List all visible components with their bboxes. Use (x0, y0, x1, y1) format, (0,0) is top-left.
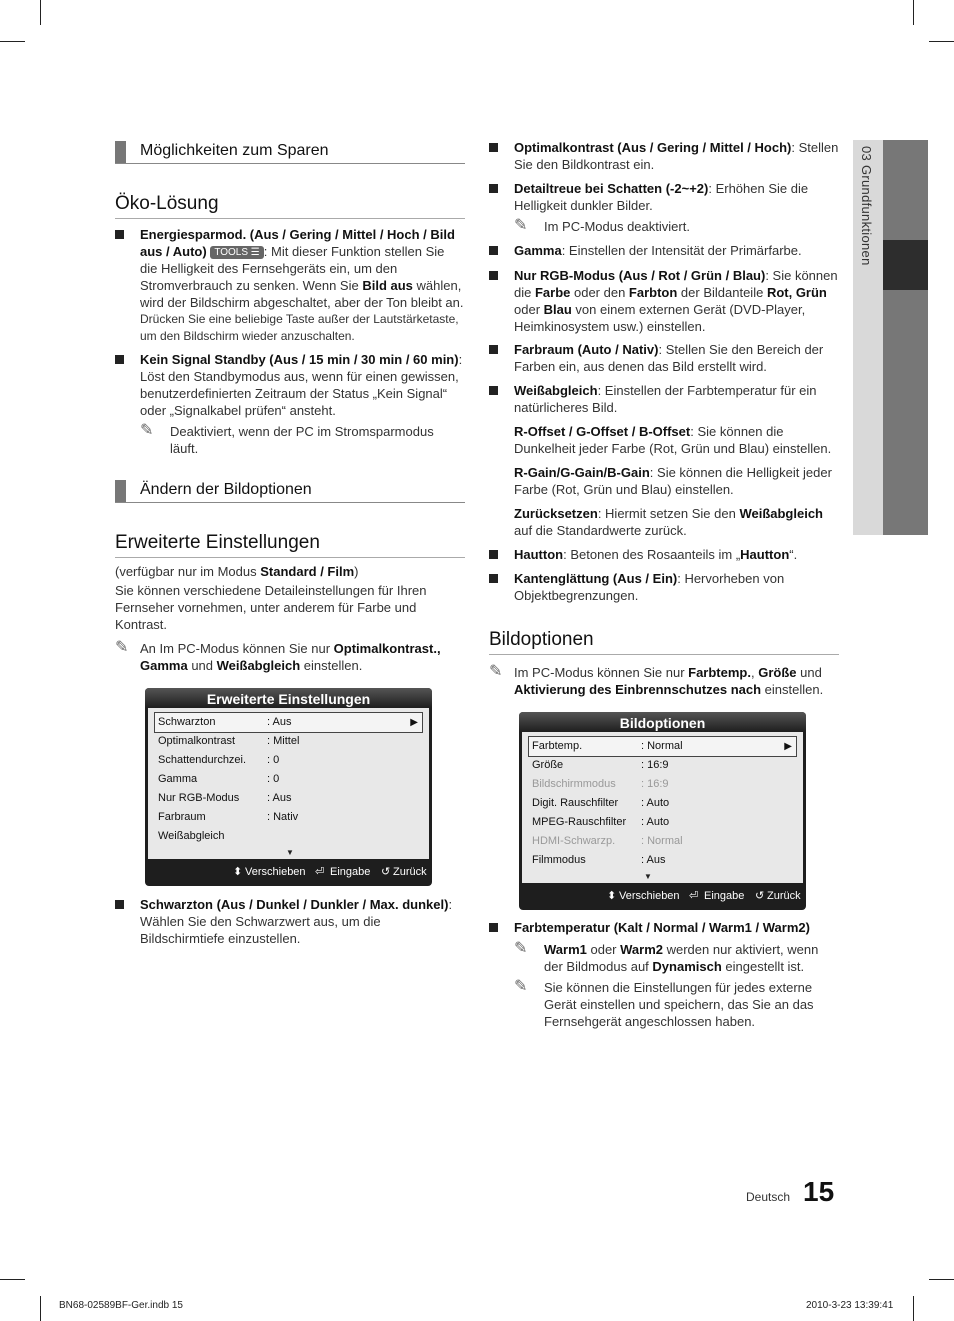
note-text: Deaktiviert, wenn der PC im Stromsparmodus läuft. (170, 424, 434, 456)
scroll-down-icon[interactable]: ▼ (644, 872, 652, 881)
osd-panel (522, 732, 803, 883)
item-text: wählen, wird der Bildschirm abgeschaltet, aber der Ton bleibt an. (140, 278, 464, 310)
osd-footer (519, 883, 806, 910)
move-icon: ⬍ (233, 866, 243, 878)
item-text: : Mit dieser Funktion stellen Sie die Helligkeit des Fernsehgeräts ein, um den Stromverbrauch zu senken. Wenn Sie (140, 244, 445, 293)
menu-row-disabled: Bildschirmmodus : 16:9 (532, 778, 669, 790)
crop-mark (0, 41, 25, 42)
return-icon: ↺ (381, 866, 391, 878)
pencil-icon: ✎ (514, 978, 528, 995)
bullet-square (489, 143, 498, 152)
heading-picture-options: Bildoptionen (489, 628, 839, 655)
scroll-down-icon[interactable]: ▼ (286, 848, 294, 857)
move-icon: ⬍ (607, 890, 617, 902)
menu-row[interactable]: MPEG-Rauschfilter : Auto (532, 816, 670, 828)
item-color-temp: Farbtemperatur (Kalt / Normal / Warm1 / Warm2) (489, 919, 839, 936)
nav-enter-label: Eingabe (330, 866, 371, 878)
bullet-square (489, 574, 498, 583)
crop-mark (40, 1296, 41, 1321)
crop-mark (913, 1296, 914, 1321)
note-external-device: ✎ Sie können die Einstellungen für jedes externe Gerät einstellen und speichern, das Sie an das Fernsehgerät angeschlossen haben. (514, 978, 814, 1029)
item-offset: R-Offset / G-Offset / B-Offset: Sie können die Dunkelheit jeder Farbe (Rot, Grün und Blau) einstellen. (514, 424, 832, 456)
item-rgb-mode: Nur RGB-Modus (Aus / Rot / Grün / Blau): Sie können die Farbe oder den Farbton der Bildanteile Rot, Grün oder Blau von einem externen Gerät (DVD-Player, Heimkinosystem usw.) einstellen. (489, 267, 839, 335)
page-number: 15 (803, 1176, 835, 1207)
bullet-square (489, 345, 498, 354)
arrow-right-icon: ▶ (410, 717, 418, 728)
osd-title: Erweiterte Einstellungen (145, 688, 432, 708)
menu-row[interactable]: Digit. Rauschfilter : Auto (532, 797, 670, 809)
pencil-icon: ✎ (140, 422, 154, 439)
item-black-tone: Schwarzton (Aus / Dunkel / Dunkler / Max. dunkel): Wählen Sie den Schwarzwert aus, um die Bildschirmtiefe einzustellen. (115, 896, 465, 947)
bullet-square (115, 900, 124, 909)
footer-language: Deutsch (746, 1190, 791, 1204)
osd-title: Bildoptionen (519, 712, 806, 732)
osd-picture-options (519, 712, 806, 910)
pencil-icon: ✎ (514, 940, 528, 957)
pencil-icon: ✎ (115, 639, 129, 656)
note-pc-mode: ✎ An Im PC-Modus können Sie nur Optimalkontrast., Gamma und Weißabgleich einstellen. (115, 639, 441, 673)
enter-icon: ⏎ (689, 890, 699, 902)
subsection-bar (115, 480, 126, 502)
note-picture-pc: ✎ Im PC-Modus können Sie nur Farbtemp., Größe und Aktivierung des Einbrennschutzes nach einstellen. (489, 663, 824, 697)
return-icon: ↺ (755, 890, 765, 902)
item-color-space: Farbraum (Auto / Nativ): Stellen Sie den Bereich der Farben ein, aus denen das Bild erstellt wird. (489, 341, 839, 375)
item-shadow-detail: Detailtreue bei Schatten (-2~+2): Erhöhen Sie die Helligkeit dunkler Bilder. (489, 180, 839, 214)
menu-row[interactable]: Optimalkontrast : Mittel (158, 735, 300, 747)
crop-mark (0, 1279, 25, 1280)
bullet-square (489, 246, 498, 255)
osd-footer (145, 859, 432, 886)
heading-advanced: Erweiterte Einstellungen (115, 531, 465, 558)
item-gain: R-Gain/G-Gain/B-Gain: Sie können die Helligkeit jeder Farbe (Rot, Grün und Blau) einstellen. (514, 465, 832, 497)
osd-advanced-settings (145, 688, 432, 886)
osd-panel (148, 708, 429, 859)
subsection-title: Möglichkeiten zum Sparen (140, 142, 329, 159)
bullet-square (489, 550, 498, 559)
bullet-square (489, 386, 498, 395)
item-gamma: Gamma: Einstellen der Intensität der Primärfarbe. (489, 242, 839, 259)
subsection-title: Ändern der Bildoptionen (140, 481, 312, 498)
chapter-tab-dark (883, 140, 928, 535)
chapter-tab (853, 140, 928, 535)
note-warm: ✎ Warm1 oder Warm2 werden nur aktiviert, wenn der Bildmodus auf Dynamisch eingestellt ist. (514, 940, 819, 974)
nav-back-label: Zurück (393, 866, 427, 878)
crop-mark (40, 0, 41, 25)
nav-move-label: Verschieben (619, 890, 680, 902)
date-meta: 2010-3-23 13:39:41 (806, 1300, 894, 1311)
crop-mark (929, 1279, 954, 1280)
menu-row[interactable]: Schattendurchzei. : 0 (158, 754, 280, 766)
bullet-square (115, 355, 124, 364)
menu-row[interactable]: Filmmodus : Aus (532, 854, 666, 866)
bullet-square (489, 184, 498, 193)
nav-back-label: Zurück (767, 890, 801, 902)
tools-badge: TOOLS ☰ (210, 246, 263, 259)
item-small-text: Drücken Sie eine beliebige Taste außer der Lautstärketaste, um den Bildschirm wieder anzuschalten. (140, 312, 459, 343)
item-energy-saving (115, 226, 465, 345)
chapter-tab-marker (883, 240, 928, 290)
bullet-square (115, 230, 124, 239)
intro-text: Sie können verschiedene Detaileinstellungen für Ihren Fernseher vornehmen, unter anderem für Farbe und Kontrast. (115, 583, 427, 632)
chapter-label: 03 Grundfunktionen (859, 146, 874, 266)
note-pc-disabled: ✎ Im PC-Modus deaktiviert. (514, 217, 690, 234)
arrow-right-icon: ▶ (784, 741, 792, 752)
subsection-bar (115, 141, 126, 163)
menu-row[interactable]: Farbtemp. : Normal ▶ (528, 736, 797, 757)
pencil-icon: ✎ (489, 663, 503, 680)
availability-text: (verfügbar nur im Modus Standard / Film) (115, 564, 359, 579)
item-reset: Zurücksetzen: Hiermit setzen Sie den Weißabgleich auf die Standardwerte zurück. (514, 506, 823, 538)
subsection-saving (115, 141, 465, 164)
item-title: Energiesparmod. (Aus / Gering / Mittel / Hoch / Bild aus / Auto) (140, 227, 455, 259)
file-meta: BN68-02589BF-Ger.indb 15 (59, 1300, 183, 1311)
nav-move-label: Verschieben (245, 866, 306, 878)
menu-row-disabled: HDMI-Schwarzp. : Normal (532, 835, 683, 847)
menu-row[interactable]: Größe : 16:9 (532, 759, 669, 771)
menu-row[interactable]: Nur RGB-Modus : Aus (158, 792, 292, 804)
heading-eco: Öko-Lösung (115, 192, 465, 219)
crop-mark (929, 41, 954, 42)
menu-row[interactable]: Schwarzton : Aus ▶ (154, 712, 423, 733)
item-optimal-contrast: Optimalkontrast (Aus / Gering / Mittel / Hoch): Stellen Sie den Bildkontrast ein. (489, 139, 839, 173)
item-edge-enhance: Kantenglättung (Aus / Ein): Hervorheben von Objektbegrenzungen. (489, 570, 839, 604)
menu-row[interactable]: Gamma : 0 (158, 773, 280, 785)
menu-row[interactable]: Weißabgleich (158, 830, 225, 842)
nav-enter-label: Eingabe (704, 890, 745, 902)
bullet-square (489, 271, 498, 280)
menu-row[interactable]: Farbraum : Nativ (158, 811, 299, 823)
subsection-picture-options (115, 480, 465, 503)
item-text: : Löst den Standbymodus aus, wenn für einen gewissen, benutzerdefinierten Zeitraum der Status „Kein Signal“ oder „Signalkabel prüfen“ ansteht. (140, 352, 463, 418)
item-no-signal (115, 351, 465, 419)
item-bold: Bild aus (362, 278, 413, 293)
pencil-icon: ✎ (514, 217, 528, 234)
note-nosignal (140, 423, 465, 457)
bullet-square (489, 923, 498, 932)
crop-mark (913, 0, 914, 25)
item-skin-tone: Hautton: Betonen des Rosaanteils im „Hautton“. (489, 546, 839, 563)
item-title: Kein Signal Standby (Aus / 15 min / 30 min / 60 min) (140, 352, 459, 367)
item-white-balance: Weißabgleich: Einstellen der Farbtemperatur für ein natürlicheres Bild. (489, 382, 839, 416)
enter-icon: ⏎ (315, 866, 325, 878)
